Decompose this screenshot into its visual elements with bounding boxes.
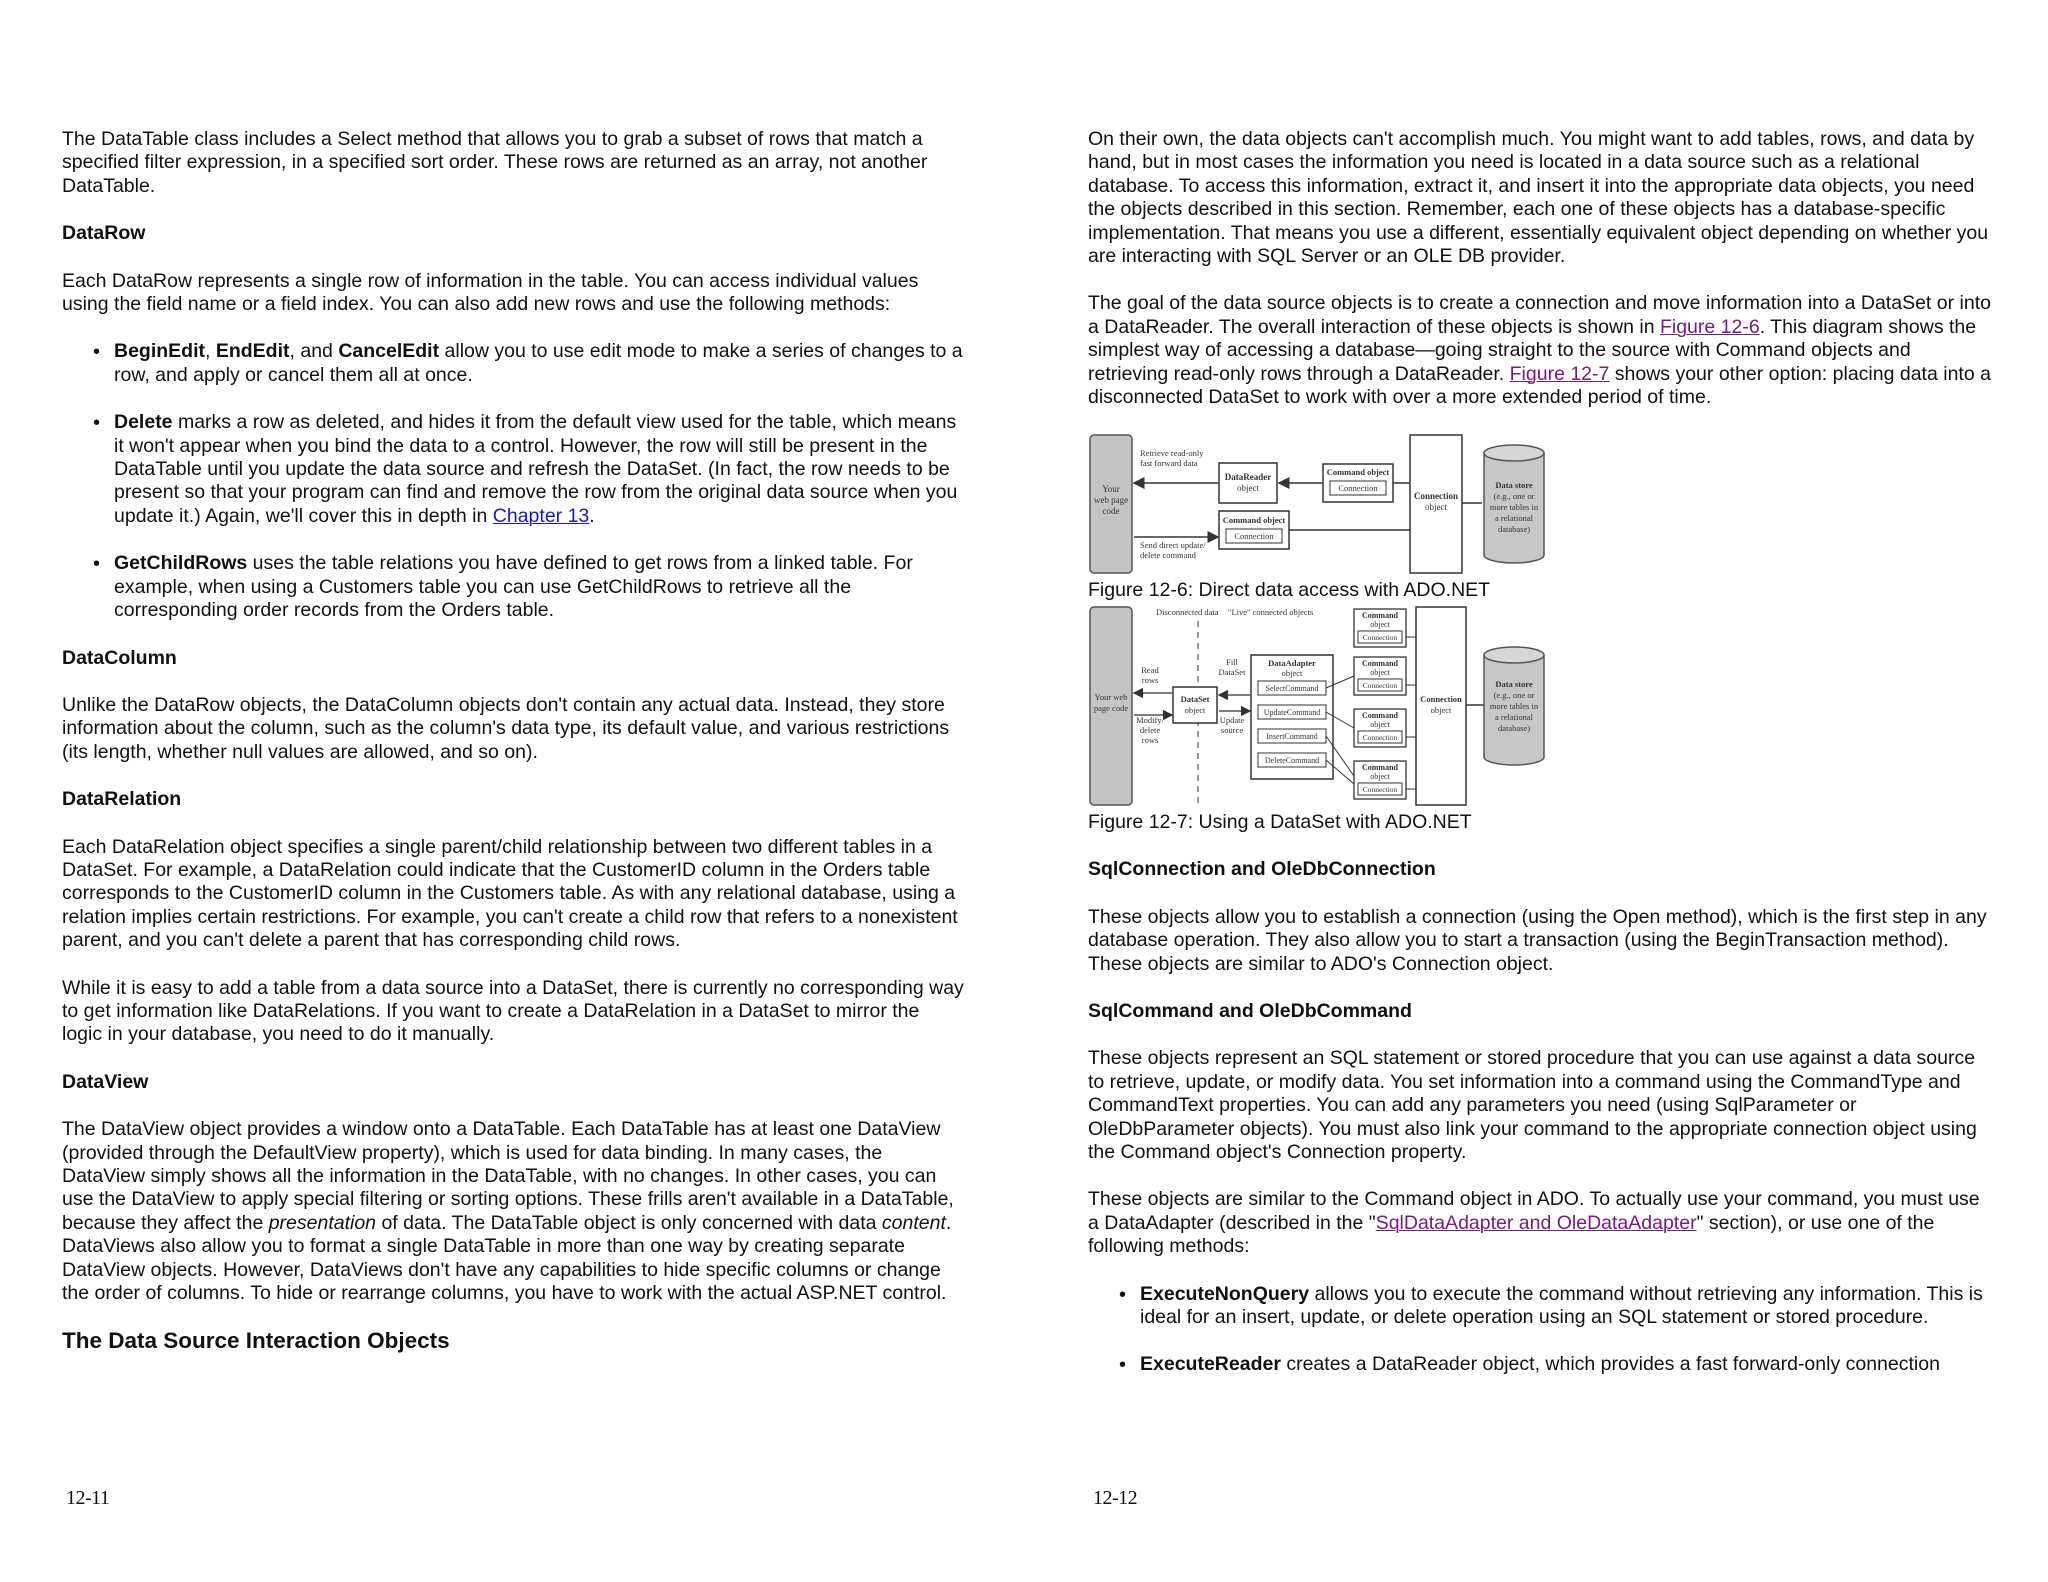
method-name: CancelEdit xyxy=(338,340,440,363)
separator-text: , xyxy=(205,340,216,363)
connection-object-label: Connection object xyxy=(1413,491,1459,513)
period-text: . xyxy=(589,504,595,527)
datarelation-paragraph: Each DataRelation object specifies a single parent/child relationship between two different tables in a DataSet. For example, a DataRelation could indicate that the CustomerID column in the Orders table corresponds to the CustomerID column in the Customers table. As with any relational database, using a relation implies certain restrictions. For example, you can't create a child row that refers to a nonexistent parent, and you can't delete a parent that has corresponding child rows. xyxy=(62,835,958,952)
read-rows-label: Read rows xyxy=(1141,664,1159,685)
command-stack xyxy=(1354,609,1406,799)
sqlconnection-heading: SqlConnection and OleDbConnection xyxy=(1088,858,1436,881)
datarelation-heading: DataRelation xyxy=(62,788,182,811)
sqlconnection-paragraph: These objects allow you to establish a connection (using the Open method), which is the first step in any database operation. They also allow you to start a transaction (using the BeginTransaction method). These objects are similar to ADO's Connection object. xyxy=(1088,905,1987,975)
direct-access-diagram xyxy=(1088,433,1546,575)
method-name: Delete xyxy=(114,411,173,434)
datarelation-paragraph-2: While it is easy to add a table from a data source into a DataSet, there is currently no corresponding way to get information like DataRelations. If you want to create a DataRelation in a DataSet to mirror the logic in your database, you need to do it manually. xyxy=(62,976,964,1046)
live-label: "Live" connected objects xyxy=(1228,606,1314,617)
chapter-13-link[interactable]: Chapter 13 xyxy=(492,504,590,527)
sqlcommand-text: " section), or use one of the following methods: xyxy=(1088,1211,1935,1258)
dataview-text: of data. The DataTable object is only concerned with data xyxy=(376,1211,882,1234)
connection-sub-label: Connection xyxy=(1234,531,1274,542)
goal-text: shows your other option: placing data into a disconnected DataSet to work with over a more extended period of time. xyxy=(1088,362,1991,409)
web-page-label: Your web page code xyxy=(1093,484,1129,517)
section-heading: The Data Source Interaction Objects xyxy=(62,1328,450,1354)
dataview-text: The DataView object provides a window onto a DataTable. Each DataTable has at least one DataView (provided through the DefaultView property), which is used for data binding. In many cases, the DataView simply shows all the information in the DataTable, with no changes. In other cases, you can use the DataView to apply special filtering or sorting options. These frills aren't available in a DataTable, because they affect the xyxy=(62,1118,954,1234)
modify-rows-label: Modify/ delete rows xyxy=(1136,714,1164,745)
svg-text:Connection: Connection xyxy=(1362,784,1398,794)
svg-text:Commandobject: Command object xyxy=(1361,762,1399,781)
svg-text:Commandobject: Command object xyxy=(1361,610,1399,629)
sqldataadapter-link[interactable]: SqlDataAdapter and OleDataAdapter xyxy=(1375,1211,1697,1234)
method-name: BeginEdit xyxy=(114,340,205,363)
datarow-methods-list xyxy=(62,340,964,622)
method-name: ExecuteReader xyxy=(1140,1353,1281,1376)
figure-12-6-caption: Figure 12-6: Direct data access with ADO.NET xyxy=(1088,579,1491,602)
sqlcommand-paragraph-2 xyxy=(1088,1188,1993,1258)
list-item xyxy=(114,552,964,622)
web-page-label: Your web page code xyxy=(1093,691,1129,713)
separator-text: , and xyxy=(289,340,339,363)
svg-text:Connection: Connection xyxy=(1362,732,1398,742)
send-label: Send direct update/ delete command xyxy=(1140,540,1206,561)
emphasis-text: presentation xyxy=(268,1211,377,1234)
dataview-heading: DataView xyxy=(62,1070,149,1093)
method-description: marks a row as deleted, and hides it from the default view used for the table, which means it won't appear when you bind the data to a control. However, the row will still be present in the DataTable until you update the data source and refresh the DataSet. (In fact, the row needs to be present so that your program can find and remove the row from the original data source when you update it.) Again, we'll cover this in depth in xyxy=(114,411,958,527)
dataadapter-label: DataAdapter object xyxy=(1268,657,1316,678)
command-label: Command object xyxy=(1326,467,1390,478)
update-label: Update source xyxy=(1219,714,1245,735)
list-item xyxy=(1140,1353,1993,1376)
goal-text: . This diagram shows the simplest way of accessing a database—going straight to the source with Command objects and retrieving read-only rows through a DataReader. xyxy=(1088,315,1977,385)
emphasis-text: content xyxy=(881,1211,946,1234)
dataset-diagram xyxy=(1088,605,1546,807)
goal-paragraph xyxy=(1088,292,1993,409)
svg-text:UpdateCommand: UpdateCommand xyxy=(1263,707,1321,717)
right-page xyxy=(1088,128,1993,1401)
svg-text:DeleteCommand: DeleteCommand xyxy=(1264,755,1320,765)
svg-text:SelectCommand: SelectCommand xyxy=(1265,683,1319,693)
dataview-paragraph xyxy=(62,1118,964,1305)
data-store-label: Data store (e.g., one or more tables in a relational database) xyxy=(1489,678,1539,733)
fill-label: Fill DataSet xyxy=(1218,656,1246,677)
method-name: GetChildRows xyxy=(114,552,248,575)
datarow-paragraph: Each DataRow represents a single row of information in the table. You can access individual values using the field name or a field index. You can also add new rows and use the following methods: xyxy=(62,269,919,316)
page-number-right: 12-12 xyxy=(1093,1487,1138,1509)
svg-text:Connection: Connection xyxy=(1362,680,1398,690)
svg-text:Connection: Connection xyxy=(1362,632,1398,642)
intro-paragraph: The DataTable class includes a Select method that allows you to grab a subset of rows that match a specified filter expression, in a specified sort order. These rows are returned as an array, not another DataTable. xyxy=(62,128,928,197)
list-item xyxy=(114,340,964,387)
method-description: allow you to use edit mode to make a series of changes to a row, and apply or cancel them all at once. xyxy=(114,340,963,386)
svg-text:Commandobject: Command object xyxy=(1361,710,1399,729)
method-description: allows you to execute the command without retrieving any information. This is ideal for an insert, update, or delete operation using an SQL statement or stored procedure. xyxy=(1140,1282,1983,1328)
svg-text:Commandobject: Command object xyxy=(1361,658,1399,677)
data-store-label: Data store (e.g., one or more tables in a relational database) xyxy=(1489,480,1539,535)
dataset-label: DataSet object xyxy=(1180,693,1210,715)
datacolumn-heading: DataColumn xyxy=(62,646,177,669)
method-description: uses the table relations you have defined to get rows from a linked table. For example, when using a Customers table you can use GetChildRows to retrieve all the corresponding order records from the Orders table. xyxy=(114,552,913,622)
intro-paragraph: On their own, the data objects can't accomplish much. You might want to add tables, rows, and data by hand, but in most cases the information you need is located in a data source such as a relational database. To access this information, extract it, and insert it into the appropriate data objects, you need the objects described in this section. Remember, each one of these objects has a database-specific implementation. That means you use a different, essentially equivalent object depending on whether you are interacting with SQL Server or an OLE DB provider. xyxy=(1088,128,1989,268)
figure-12-7-caption: Figure 12-7: Using a DataSet with ADO.NET xyxy=(1088,810,1472,833)
figure-12-7 xyxy=(1088,605,1993,834)
command-label: Command object xyxy=(1222,515,1286,526)
figure-12-7-link[interactable]: Figure 12-7 xyxy=(1509,362,1610,385)
svg-text:InsertCommand: InsertCommand xyxy=(1266,731,1318,741)
sqlcommand-text: These objects are similar to the Command object in ADO. To actually use your command, you must use a DataAdapter (described in the " xyxy=(1088,1188,1980,1234)
list-item xyxy=(114,411,964,528)
disconnected-label: Disconnected data xyxy=(1156,606,1219,617)
goal-text: The goal of the data source objects is to create a connection and move information into a DataSet or into a DataReader. The overall interaction of these objects is shown in xyxy=(1088,292,1991,338)
figure-12-6-link[interactable]: Figure 12-6 xyxy=(1659,315,1760,338)
datareader-label: DataReader object xyxy=(1224,472,1272,494)
sqlcommand-paragraph: These objects represent an SQL statement or stored procedure that you can use against a data source to retrieve, update, or modify data. You set information into a command using the CommandType and CommandText properties. You can add any parameters you need (using SqlParameter or OleDbParameter objects). You must also link your command to the appropriate connection object using the Command object's Connection property. xyxy=(1088,1047,1977,1163)
datacolumn-paragraph: Unlike the DataRow objects, the DataColumn objects don't contain any actual data. Instead, they store information about the column, such as the column's data type, its default value, and various restrictions (its length, whether null values are allowed, and so on). xyxy=(62,693,950,763)
sqlcommand-heading: SqlCommand and OleDbCommand xyxy=(1088,999,1412,1022)
retrieve-label: Retrieve read-only fast forward data xyxy=(1140,448,1204,469)
connection-sub-label: Connection xyxy=(1338,483,1378,494)
command-methods-list xyxy=(1088,1283,1993,1377)
left-page xyxy=(62,128,964,1353)
figure-12-6 xyxy=(1088,433,1993,602)
connection-object-label: Connection object xyxy=(1420,693,1462,715)
page-number-left: 12-11 xyxy=(66,1487,110,1509)
method-description: creates a DataReader object, which provides a fast forward-only connection xyxy=(1280,1353,1940,1376)
method-name: EndEdit xyxy=(215,340,290,363)
method-name: ExecuteNonQuery xyxy=(1140,1282,1310,1305)
datarow-heading: DataRow xyxy=(62,222,146,245)
list-item xyxy=(1140,1283,1993,1330)
dataview-text: . DataViews also allow you to format a single DataTable in more than one way by creating separate DataView objects. However, DataViews don't have any capabilities to hide specific columns or change the order of columns. To hide or rearrange columns, you have to work with the actual ASP.NET control. xyxy=(62,1211,952,1305)
